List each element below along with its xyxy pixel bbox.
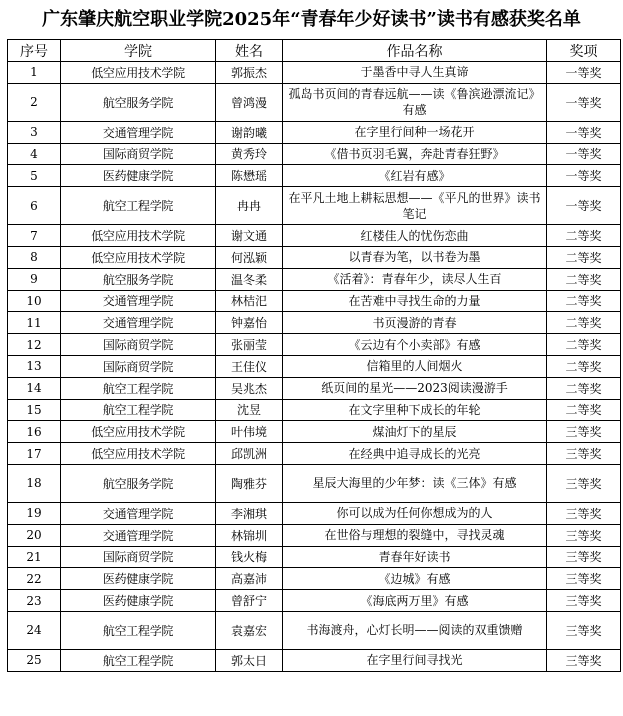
cell-index: 15 [8, 399, 61, 421]
cell-award: 二等奖 [547, 399, 621, 421]
cell-award: 三等奖 [547, 546, 621, 568]
table-row [8, 568, 621, 590]
cell-title: 《借书页羽毛翼，奔赴青春狂野》 [283, 143, 547, 165]
cell-name: 钱火梅 [216, 546, 283, 568]
cell-award: 二等奖 [547, 312, 621, 334]
cell-name: 谢韵曦 [216, 121, 283, 143]
cell-title: 书页漫游的青春 [283, 312, 547, 334]
cell-name: 高嘉沛 [216, 568, 283, 590]
cell-name: 林锦圳 [216, 524, 283, 546]
cell-index: 23 [8, 590, 61, 612]
cell-award: 二等奖 [547, 355, 621, 377]
cell-title: 在苦难中寻找生命的力量 [283, 290, 547, 312]
cell-name: 叶伟境 [216, 421, 283, 443]
cell-name: 郭太日 [216, 649, 283, 671]
cell-index: 7 [8, 225, 61, 247]
table-row [8, 62, 621, 84]
cell-index: 11 [8, 312, 61, 334]
cell-name: 钟嘉怡 [216, 312, 283, 334]
cell-index: 13 [8, 355, 61, 377]
cell-title: 青春年好读书 [283, 546, 547, 568]
header-college: 学院 [61, 40, 216, 62]
table-row [8, 121, 621, 143]
table-row [8, 443, 621, 465]
cell-college: 航空服务学院 [61, 83, 216, 121]
award-table [7, 39, 621, 672]
table-row [8, 246, 621, 268]
table-row [8, 225, 621, 247]
page-title: 广东肇庆航空职业学院2025年“青春年少好读书”读书有感获奖名单 [42, 9, 581, 30]
cell-award: 三等奖 [547, 590, 621, 612]
cell-title: 在字里行间寻找光 [283, 649, 547, 671]
table-row [8, 399, 621, 421]
cell-award: 二等奖 [547, 290, 621, 312]
table-row [8, 524, 621, 546]
cell-title: 红楼佳人的忧伤恋曲 [283, 225, 547, 247]
cell-title: 在字里行间种一场花开 [283, 121, 547, 143]
cell-title: 星辰大海里的少年梦：读《三体》有感 [283, 464, 547, 502]
cell-award: 一等奖 [547, 187, 621, 225]
header-title: 作品名称 [283, 40, 547, 62]
cell-index: 24 [8, 611, 61, 649]
cell-award: 二等奖 [547, 225, 621, 247]
table-row [8, 421, 621, 443]
cell-title: 煤油灯下的星辰 [283, 421, 547, 443]
cell-college: 国际商贸学院 [61, 355, 216, 377]
table-row [8, 334, 621, 356]
cell-index: 12 [8, 334, 61, 356]
cell-name: 何泓颖 [216, 246, 283, 268]
cell-index: 25 [8, 649, 61, 671]
table-row [8, 290, 621, 312]
cell-title: 在文字里种下成长的年轮 [283, 399, 547, 421]
cell-college: 航空工程学院 [61, 187, 216, 225]
cell-name: 吴兆杰 [216, 377, 283, 399]
cell-title: 《云边有个小卖部》有感 [283, 334, 547, 356]
cell-index: 18 [8, 464, 61, 502]
cell-college: 低空应用技术学院 [61, 246, 216, 268]
cell-college: 国际商贸学院 [61, 334, 216, 356]
cell-award: 一等奖 [547, 165, 621, 187]
cell-college: 低空应用技术学院 [61, 225, 216, 247]
cell-name: 曾鸿漫 [216, 83, 283, 121]
cell-name: 冉冉 [216, 187, 283, 225]
cell-index: 21 [8, 546, 61, 568]
cell-college: 国际商贸学院 [61, 546, 216, 568]
cell-name: 邱凯洲 [216, 443, 283, 465]
cell-name: 郭振杰 [216, 62, 283, 84]
cell-title: 你可以成为任何你想成为的人 [283, 502, 547, 524]
cell-college: 航空工程学院 [61, 649, 216, 671]
cell-award: 二等奖 [547, 334, 621, 356]
cell-college: 航空工程学院 [61, 399, 216, 421]
cell-college: 交通管理学院 [61, 121, 216, 143]
cell-name: 谢文通 [216, 225, 283, 247]
cell-name: 林桔汜 [216, 290, 283, 312]
cell-award: 三等奖 [547, 443, 621, 465]
table-row [8, 165, 621, 187]
cell-index: 14 [8, 377, 61, 399]
cell-award: 二等奖 [547, 246, 621, 268]
cell-index: 2 [8, 83, 61, 121]
cell-name: 李湘琪 [216, 502, 283, 524]
cell-title: 孤岛书页间的青春远航——读《鲁滨逊漂流记》有感 [283, 83, 547, 121]
cell-name: 沈昱 [216, 399, 283, 421]
cell-index: 4 [8, 143, 61, 165]
cell-college: 医药健康学院 [61, 568, 216, 590]
table-row [8, 355, 621, 377]
cell-college: 航空服务学院 [61, 268, 216, 290]
cell-index: 10 [8, 290, 61, 312]
table-row [8, 312, 621, 334]
cell-index: 19 [8, 502, 61, 524]
cell-college: 低空应用技术学院 [61, 421, 216, 443]
table-row [8, 377, 621, 399]
cell-title: 在经典中追寻成长的光亮 [283, 443, 547, 465]
header-index: 序号 [8, 40, 61, 62]
cell-title: 在世俗与理想的裂缝中，寻找灵魂 [283, 524, 547, 546]
cell-name: 黄秀玲 [216, 143, 283, 165]
cell-college: 交通管理学院 [61, 312, 216, 334]
cell-college: 医药健康学院 [61, 590, 216, 612]
cell-college: 航空服务学院 [61, 464, 216, 502]
header-award: 奖项 [547, 40, 621, 62]
cell-title: 纸页间的星光——2023阅读漫游手 [283, 377, 547, 399]
cell-index: 9 [8, 268, 61, 290]
cell-index: 20 [8, 524, 61, 546]
table-header-row [8, 40, 621, 62]
table-row [8, 502, 621, 524]
cell-index: 1 [8, 62, 61, 84]
cell-award: 一等奖 [547, 83, 621, 121]
cell-award: 三等奖 [547, 611, 621, 649]
cell-title: 《边城》有感 [283, 568, 547, 590]
cell-college: 国际商贸学院 [61, 143, 216, 165]
cell-name: 张丽莹 [216, 334, 283, 356]
table-row [8, 546, 621, 568]
cell-index: 17 [8, 443, 61, 465]
cell-name: 陶雅芬 [216, 464, 283, 502]
cell-college: 交通管理学院 [61, 502, 216, 524]
cell-title: 在平凡土地上耕耘思想——《平凡的世界》读书笔记 [283, 187, 547, 225]
cell-index: 22 [8, 568, 61, 590]
cell-index: 6 [8, 187, 61, 225]
cell-award: 三等奖 [547, 649, 621, 671]
cell-index: 5 [8, 165, 61, 187]
table-row [8, 187, 621, 225]
table-row [8, 464, 621, 502]
table-row [8, 611, 621, 649]
cell-title: 信箱里的人间烟火 [283, 355, 547, 377]
table-row [8, 143, 621, 165]
cell-college: 交通管理学院 [61, 290, 216, 312]
table-row [8, 590, 621, 612]
header-name: 姓名 [216, 40, 283, 62]
cell-index: 16 [8, 421, 61, 443]
cell-college: 低空应用技术学院 [61, 62, 216, 84]
cell-index: 8 [8, 246, 61, 268]
cell-title: 书海渡舟，心灯长明——阅读的双重馈赠 [283, 611, 547, 649]
cell-award: 二等奖 [547, 377, 621, 399]
cell-title: 《活着》：青春年少，读尽人生百 [283, 268, 547, 290]
cell-award: 二等奖 [547, 268, 621, 290]
cell-index: 3 [8, 121, 61, 143]
cell-title: 以青春为笔，以书卷为墨 [283, 246, 547, 268]
cell-award: 一等奖 [547, 62, 621, 84]
cell-college: 交通管理学院 [61, 524, 216, 546]
table-row [8, 268, 621, 290]
cell-award: 三等奖 [547, 464, 621, 502]
cell-award: 一等奖 [547, 121, 621, 143]
cell-title: 《红岩有感》 [283, 165, 547, 187]
cell-college: 航空工程学院 [61, 611, 216, 649]
cell-name: 王佳仪 [216, 355, 283, 377]
cell-award: 一等奖 [547, 143, 621, 165]
cell-name: 袁嘉宏 [216, 611, 283, 649]
cell-college: 航空工程学院 [61, 377, 216, 399]
table-row [8, 83, 621, 121]
cell-award: 三等奖 [547, 524, 621, 546]
cell-award: 三等奖 [547, 421, 621, 443]
cell-college: 低空应用技术学院 [61, 443, 216, 465]
cell-title: 《海底两万里》有感 [283, 590, 547, 612]
cell-title: 于墨香中寻人生真谛 [283, 62, 547, 84]
cell-award: 三等奖 [547, 568, 621, 590]
cell-name: 曾舒宁 [216, 590, 283, 612]
cell-name: 温冬柔 [216, 268, 283, 290]
cell-award: 三等奖 [547, 502, 621, 524]
table-row [8, 649, 621, 671]
cell-name: 陈懋瑶 [216, 165, 283, 187]
cell-college: 医药健康学院 [61, 165, 216, 187]
